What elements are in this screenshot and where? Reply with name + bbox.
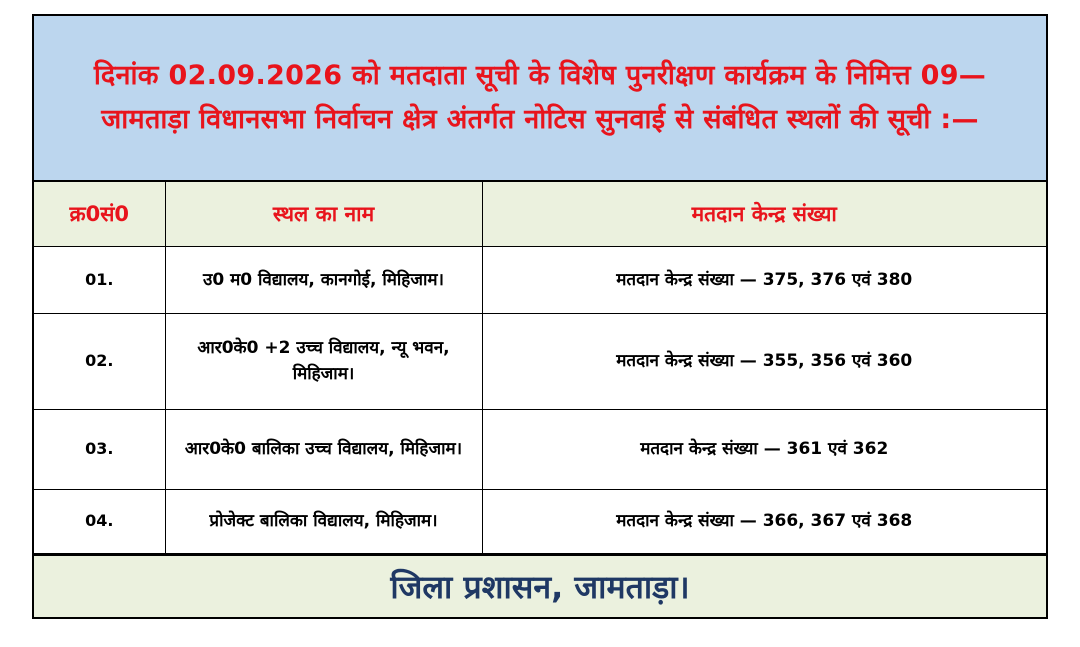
table-row [34, 313, 1046, 409]
booth-cell: मतदान केन्द्र संख्या — 366, 367 एवं 368 [482, 489, 1046, 553]
booth-cell: मतदान केन्द्र संख्या — 355, 356 एवं 360 [482, 313, 1046, 409]
serial-cell: 01. [34, 246, 165, 313]
place-cell: आर0के0 बालिका उच्च विद्यालय, मिहिजाम। [165, 409, 482, 489]
notice-title: दिनांक 02.09.2026 को मतदाता सूची के विशेष पुनरीक्षण कार्यक्रम के निमित्त 09—जामताड़ा विधानसभा निर्वाचन क्षेत्र अंतर्गत नोटिस सुनवाई से संबंधित स्थलों की सूची :— [93, 60, 987, 135]
serial-cell: 03. [34, 409, 165, 489]
column-header-booth: मतदान केन्द्र संख्या [482, 182, 1046, 246]
notice-document [32, 14, 1048, 619]
footer-signature: जिला प्रशासन, जामताड़ा। [390, 568, 690, 606]
serial-cell: 02. [34, 313, 165, 409]
place-cell: उ0 म0 विद्यालय, कानगोई, मिहिजाम। [165, 246, 482, 313]
table-row [34, 409, 1046, 489]
place-cell: प्रोजेक्ट बालिका विद्यालय, मिहिजाम। [165, 489, 482, 553]
serial-cell: 04. [34, 489, 165, 553]
hearing-venues-table [34, 182, 1046, 554]
column-header-place: स्थल का नाम [165, 182, 482, 246]
notice-header [34, 16, 1046, 182]
place-cell: आर0के0 +2 उच्च विद्यालय, न्यू भवन, मिहिजाम। [165, 313, 482, 409]
booth-cell: मतदान केन्द्र संख्या — 375, 376 एवं 380 [482, 246, 1046, 313]
table-row [34, 246, 1046, 313]
table-header-row [34, 182, 1046, 246]
notice-footer [34, 554, 1046, 617]
column-header-serial: क्र0सं0 [34, 182, 165, 246]
booth-cell: मतदान केन्द्र संख्या — 361 एवं 362 [482, 409, 1046, 489]
table-row [34, 489, 1046, 553]
